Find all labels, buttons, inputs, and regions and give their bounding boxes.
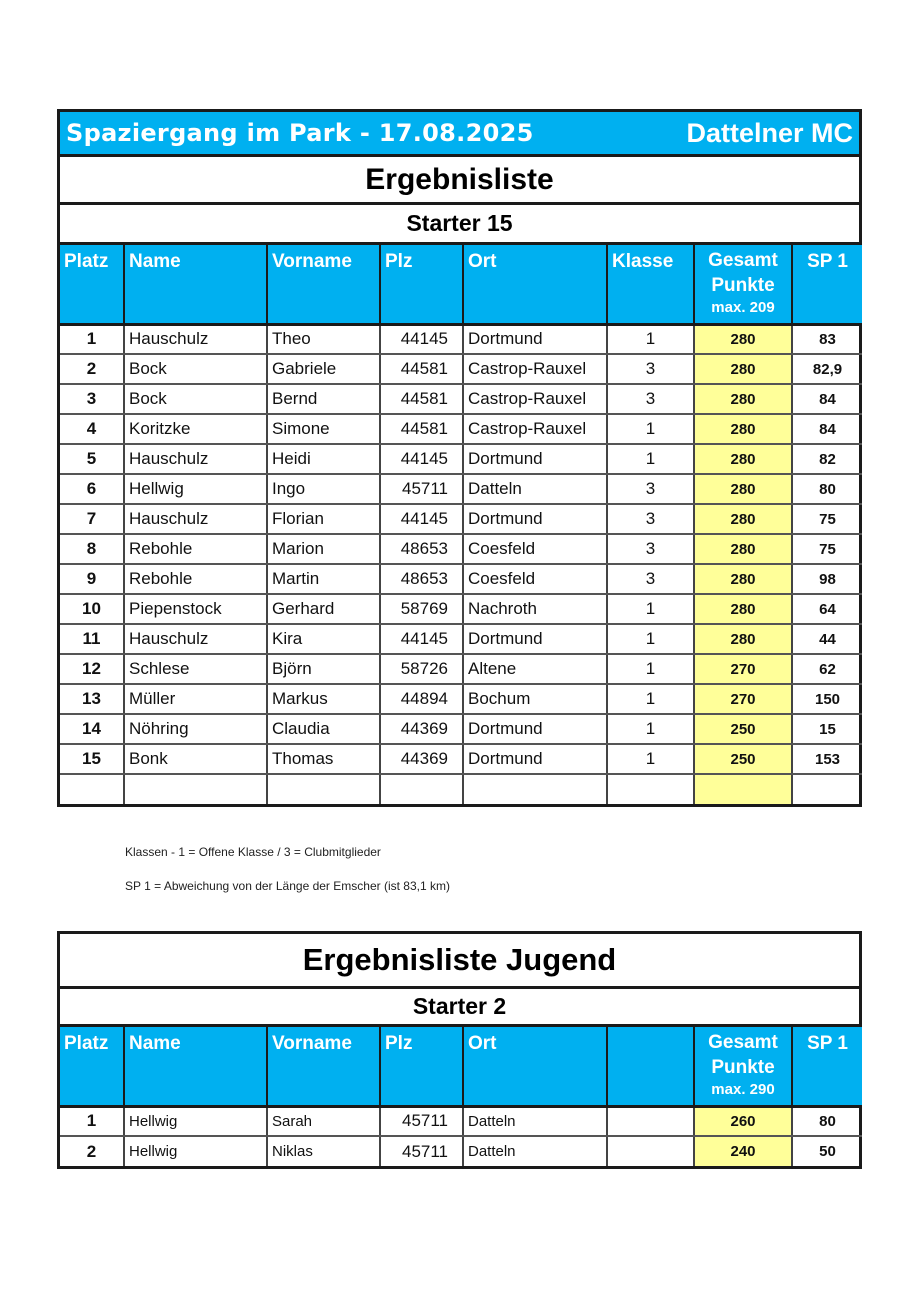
table-row xyxy=(60,594,862,624)
table-row xyxy=(60,474,862,504)
cell-plz: 45711 xyxy=(380,1106,463,1136)
cell-gesamt: 280 xyxy=(694,624,792,654)
cell-vorname: Bernd xyxy=(267,384,380,414)
cell-platz: 11 xyxy=(60,624,124,654)
cell-gesamt: 280 xyxy=(694,444,792,474)
gesamt-max: max. 209 xyxy=(711,299,775,316)
youth-results-body xyxy=(60,1106,862,1166)
cell-sp1 xyxy=(792,774,862,804)
punkte-label: Punkte xyxy=(711,1057,775,1078)
cell-name: Schlese xyxy=(124,654,267,684)
cell-vorname: Ingo xyxy=(267,474,380,504)
cell-gesamt: 280 xyxy=(694,354,792,384)
cell-platz: 15 xyxy=(60,744,124,774)
legend-notes xyxy=(125,845,450,913)
results-body xyxy=(60,324,862,804)
cell-name: Müller xyxy=(124,684,267,714)
cell-plz: 48653 xyxy=(380,534,463,564)
cell-plz: 44581 xyxy=(380,414,463,444)
header-row xyxy=(60,245,862,324)
cell-ort: Coesfeld xyxy=(463,564,607,594)
cell-vorname: Björn xyxy=(267,654,380,684)
cell-name: Hauschulz xyxy=(124,624,267,654)
youth-results-sheet xyxy=(57,931,862,1169)
cell-ort: Dortmund xyxy=(463,504,607,534)
cell-platz: 13 xyxy=(60,684,124,714)
table-row xyxy=(60,384,862,414)
cell-ort: Datteln xyxy=(463,474,607,504)
cell-gesamt: 280 xyxy=(694,324,792,354)
table-row xyxy=(60,354,862,384)
cell-plz: 44369 xyxy=(380,744,463,774)
cell-plz xyxy=(380,774,463,804)
cell-name: Bock xyxy=(124,384,267,414)
cell-plz: 44145 xyxy=(380,324,463,354)
col-header-klasse xyxy=(607,1027,694,1106)
cell-platz xyxy=(60,774,124,804)
cell-name: Nöhring xyxy=(124,714,267,744)
youth-header-row xyxy=(60,1027,862,1106)
cell-vorname: Sarah xyxy=(267,1106,380,1136)
cell-platz: 2 xyxy=(60,1136,124,1166)
results-sheet xyxy=(57,109,862,807)
punkte-label: Punkte xyxy=(711,275,775,296)
cell-sp1: 44 xyxy=(792,624,862,654)
cell-platz: 5 xyxy=(60,444,124,474)
cell-klasse xyxy=(607,1136,694,1166)
table-row xyxy=(60,624,862,654)
col-header-vorname: Vorname xyxy=(267,1027,380,1106)
cell-vorname: Thomas xyxy=(267,744,380,774)
cell-gesamt: 270 xyxy=(694,684,792,714)
cell-platz: 1 xyxy=(60,1106,124,1136)
cell-name: Hellwig xyxy=(124,1106,267,1136)
cell-vorname: Gabriele xyxy=(267,354,380,384)
sp1-note: SP 1 = Abweichung von der Länge der Emscher (ist 83,1 km) xyxy=(125,879,450,893)
cell-gesamt: 280 xyxy=(694,534,792,564)
cell-gesamt: 250 xyxy=(694,714,792,744)
cell-klasse: 1 xyxy=(607,624,694,654)
cell-ort: Dortmund xyxy=(463,444,607,474)
table-row xyxy=(60,534,862,564)
col-header-klasse: Klasse xyxy=(607,245,694,324)
cell-ort: Castrop-Rauxel xyxy=(463,414,607,444)
cell-sp1: 64 xyxy=(792,594,862,624)
cell-klasse: 1 xyxy=(607,414,694,444)
col-header-gesamt xyxy=(694,1027,792,1106)
cell-sp1: 150 xyxy=(792,684,862,714)
cell-platz: 9 xyxy=(60,564,124,594)
cell-klasse: 1 xyxy=(607,594,694,624)
cell-sp1: 82 xyxy=(792,444,862,474)
cell-plz: 58726 xyxy=(380,654,463,684)
cell-vorname: Claudia xyxy=(267,714,380,744)
cell-name: Bock xyxy=(124,354,267,384)
cell-name: Hauschulz xyxy=(124,324,267,354)
cell-klasse: 1 xyxy=(607,714,694,744)
cell-ort: Dortmund xyxy=(463,714,607,744)
cell-plz: 48653 xyxy=(380,564,463,594)
cell-name: Hellwig xyxy=(124,1136,267,1166)
cell-plz: 44145 xyxy=(380,444,463,474)
cell-vorname: Florian xyxy=(267,504,380,534)
cell-klasse xyxy=(607,774,694,804)
cell-name: Hellwig xyxy=(124,474,267,504)
col-header-ort: Ort xyxy=(463,1027,607,1106)
cell-name: Rebohle xyxy=(124,534,267,564)
event-title: Spaziergang im Park - 17.08.2025 xyxy=(66,119,534,147)
cell-name: Piepenstock xyxy=(124,594,267,624)
cell-plz: 44894 xyxy=(380,684,463,714)
cell-vorname: Martin xyxy=(267,564,380,594)
cell-vorname: Theo xyxy=(267,324,380,354)
cell-klasse: 1 xyxy=(607,744,694,774)
cell-platz: 8 xyxy=(60,534,124,564)
cell-platz: 2 xyxy=(60,354,124,384)
cell-vorname xyxy=(267,774,380,804)
cell-plz: 45711 xyxy=(380,474,463,504)
table-row xyxy=(60,744,862,774)
cell-platz: 7 xyxy=(60,504,124,534)
cell-ort: Coesfeld xyxy=(463,534,607,564)
cell-sp1: 62 xyxy=(792,654,862,684)
cell-sp1: 84 xyxy=(792,414,862,444)
cell-ort: Datteln xyxy=(463,1136,607,1166)
cell-name xyxy=(124,774,267,804)
cell-ort: Bochum xyxy=(463,684,607,714)
col-header-platz: Platz xyxy=(60,1027,124,1106)
cell-klasse: 1 xyxy=(607,684,694,714)
col-header-gesamt xyxy=(694,245,792,324)
cell-plz: 45711 xyxy=(380,1136,463,1166)
table-row xyxy=(60,324,862,354)
cell-platz: 14 xyxy=(60,714,124,744)
cell-name: Hauschulz xyxy=(124,444,267,474)
gesamt-label: Gesamt xyxy=(708,1032,778,1053)
cell-klasse: 3 xyxy=(607,534,694,564)
cell-gesamt xyxy=(694,774,792,804)
col-header-ort: Ort xyxy=(463,245,607,324)
cell-sp1: 15 xyxy=(792,714,862,744)
cell-vorname: Gerhard xyxy=(267,594,380,624)
col-header-sp1: SP 1 xyxy=(792,245,862,324)
table-row xyxy=(60,504,862,534)
cell-platz: 1 xyxy=(60,324,124,354)
cell-gesamt: 280 xyxy=(694,384,792,414)
cell-gesamt: 280 xyxy=(694,414,792,444)
col-header-vorname: Vorname xyxy=(267,245,380,324)
cell-platz: 12 xyxy=(60,654,124,684)
cell-klasse: 3 xyxy=(607,354,694,384)
cell-vorname: Simone xyxy=(267,414,380,444)
youth-results-table xyxy=(60,1027,862,1166)
results-table xyxy=(60,245,862,804)
cell-vorname: Marion xyxy=(267,534,380,564)
results-title: Ergebnisliste xyxy=(60,157,859,205)
event-title-bar xyxy=(60,112,859,157)
table-row xyxy=(60,714,862,744)
cell-gesamt: 250 xyxy=(694,744,792,774)
cell-sp1: 80 xyxy=(792,474,862,504)
cell-platz: 10 xyxy=(60,594,124,624)
club-name: Dattelner MC xyxy=(686,117,853,148)
cell-name: Hauschulz xyxy=(124,504,267,534)
cell-vorname: Kira xyxy=(267,624,380,654)
col-header-name: Name xyxy=(124,1027,267,1106)
cell-ort xyxy=(463,774,607,804)
cell-ort: Dortmund xyxy=(463,324,607,354)
cell-klasse: 1 xyxy=(607,444,694,474)
youth-starter-count: Starter 2 xyxy=(60,989,859,1027)
cell-plz: 44145 xyxy=(380,504,463,534)
col-header-plz: Plz xyxy=(380,1027,463,1106)
cell-gesamt: 240 xyxy=(694,1136,792,1166)
col-header-plz: Plz xyxy=(380,245,463,324)
cell-klasse: 3 xyxy=(607,504,694,534)
cell-name: Rebohle xyxy=(124,564,267,594)
starter-count: Starter 15 xyxy=(60,205,859,245)
cell-klasse: 3 xyxy=(607,474,694,504)
cell-ort: Altene xyxy=(463,654,607,684)
cell-sp1: 153 xyxy=(792,744,862,774)
klassen-note: Klassen - 1 = Offene Klasse / 3 = Clubmitglieder xyxy=(125,845,381,859)
cell-klasse xyxy=(607,1106,694,1136)
cell-klasse: 1 xyxy=(607,324,694,354)
cell-ort: Dortmund xyxy=(463,744,607,774)
cell-plz: 58769 xyxy=(380,594,463,624)
gesamt-label: Gesamt xyxy=(708,250,778,271)
table-row xyxy=(60,654,862,684)
cell-ort: Datteln xyxy=(463,1106,607,1136)
table-row xyxy=(60,444,862,474)
cell-vorname: Markus xyxy=(267,684,380,714)
cell-gesamt: 280 xyxy=(694,474,792,504)
cell-platz: 3 xyxy=(60,384,124,414)
cell-sp1: 98 xyxy=(792,564,862,594)
cell-ort: Dortmund xyxy=(463,624,607,654)
table-row xyxy=(60,564,862,594)
cell-klasse: 3 xyxy=(607,384,694,414)
cell-plz: 44145 xyxy=(380,624,463,654)
cell-platz: 4 xyxy=(60,414,124,444)
col-header-sp1: SP 1 xyxy=(792,1027,862,1106)
col-header-name: Name xyxy=(124,245,267,324)
cell-vorname: Niklas xyxy=(267,1136,380,1166)
cell-gesamt: 280 xyxy=(694,564,792,594)
table-row xyxy=(60,1106,862,1136)
cell-gesamt: 270 xyxy=(694,654,792,684)
cell-sp1: 75 xyxy=(792,504,862,534)
gesamt-max: max. 290 xyxy=(711,1081,775,1098)
cell-plz: 44581 xyxy=(380,354,463,384)
cell-klasse: 3 xyxy=(607,564,694,594)
cell-sp1: 75 xyxy=(792,534,862,564)
youth-results-title: Ergebnisliste Jugend xyxy=(60,934,859,989)
cell-name: Koritzke xyxy=(124,414,267,444)
cell-gesamt: 280 xyxy=(694,504,792,534)
cell-ort: Castrop-Rauxel xyxy=(463,384,607,414)
cell-gesamt: 280 xyxy=(694,594,792,624)
cell-platz: 6 xyxy=(60,474,124,504)
cell-sp1: 50 xyxy=(819,1143,836,1160)
table-row xyxy=(60,684,862,714)
cell-sp1: 82,9 xyxy=(792,354,862,384)
cell-sp1: 80 xyxy=(792,1106,862,1136)
cell-plz: 44581 xyxy=(380,384,463,414)
table-row xyxy=(60,774,862,804)
cell-name: Bonk xyxy=(124,744,267,774)
cell-vorname: Heidi xyxy=(267,444,380,474)
cell-ort: Castrop-Rauxel xyxy=(463,354,607,384)
table-row xyxy=(60,414,862,444)
cell-ort: Nachroth xyxy=(463,594,607,624)
cell-sp1: 84 xyxy=(792,384,862,414)
cell-plz: 44369 xyxy=(380,714,463,744)
cell-klasse: 1 xyxy=(607,654,694,684)
cell-sp1: 83 xyxy=(792,324,862,354)
cell-gesamt: 260 xyxy=(694,1106,792,1136)
col-header-platz: Platz xyxy=(60,245,124,324)
table-row xyxy=(60,1136,862,1166)
